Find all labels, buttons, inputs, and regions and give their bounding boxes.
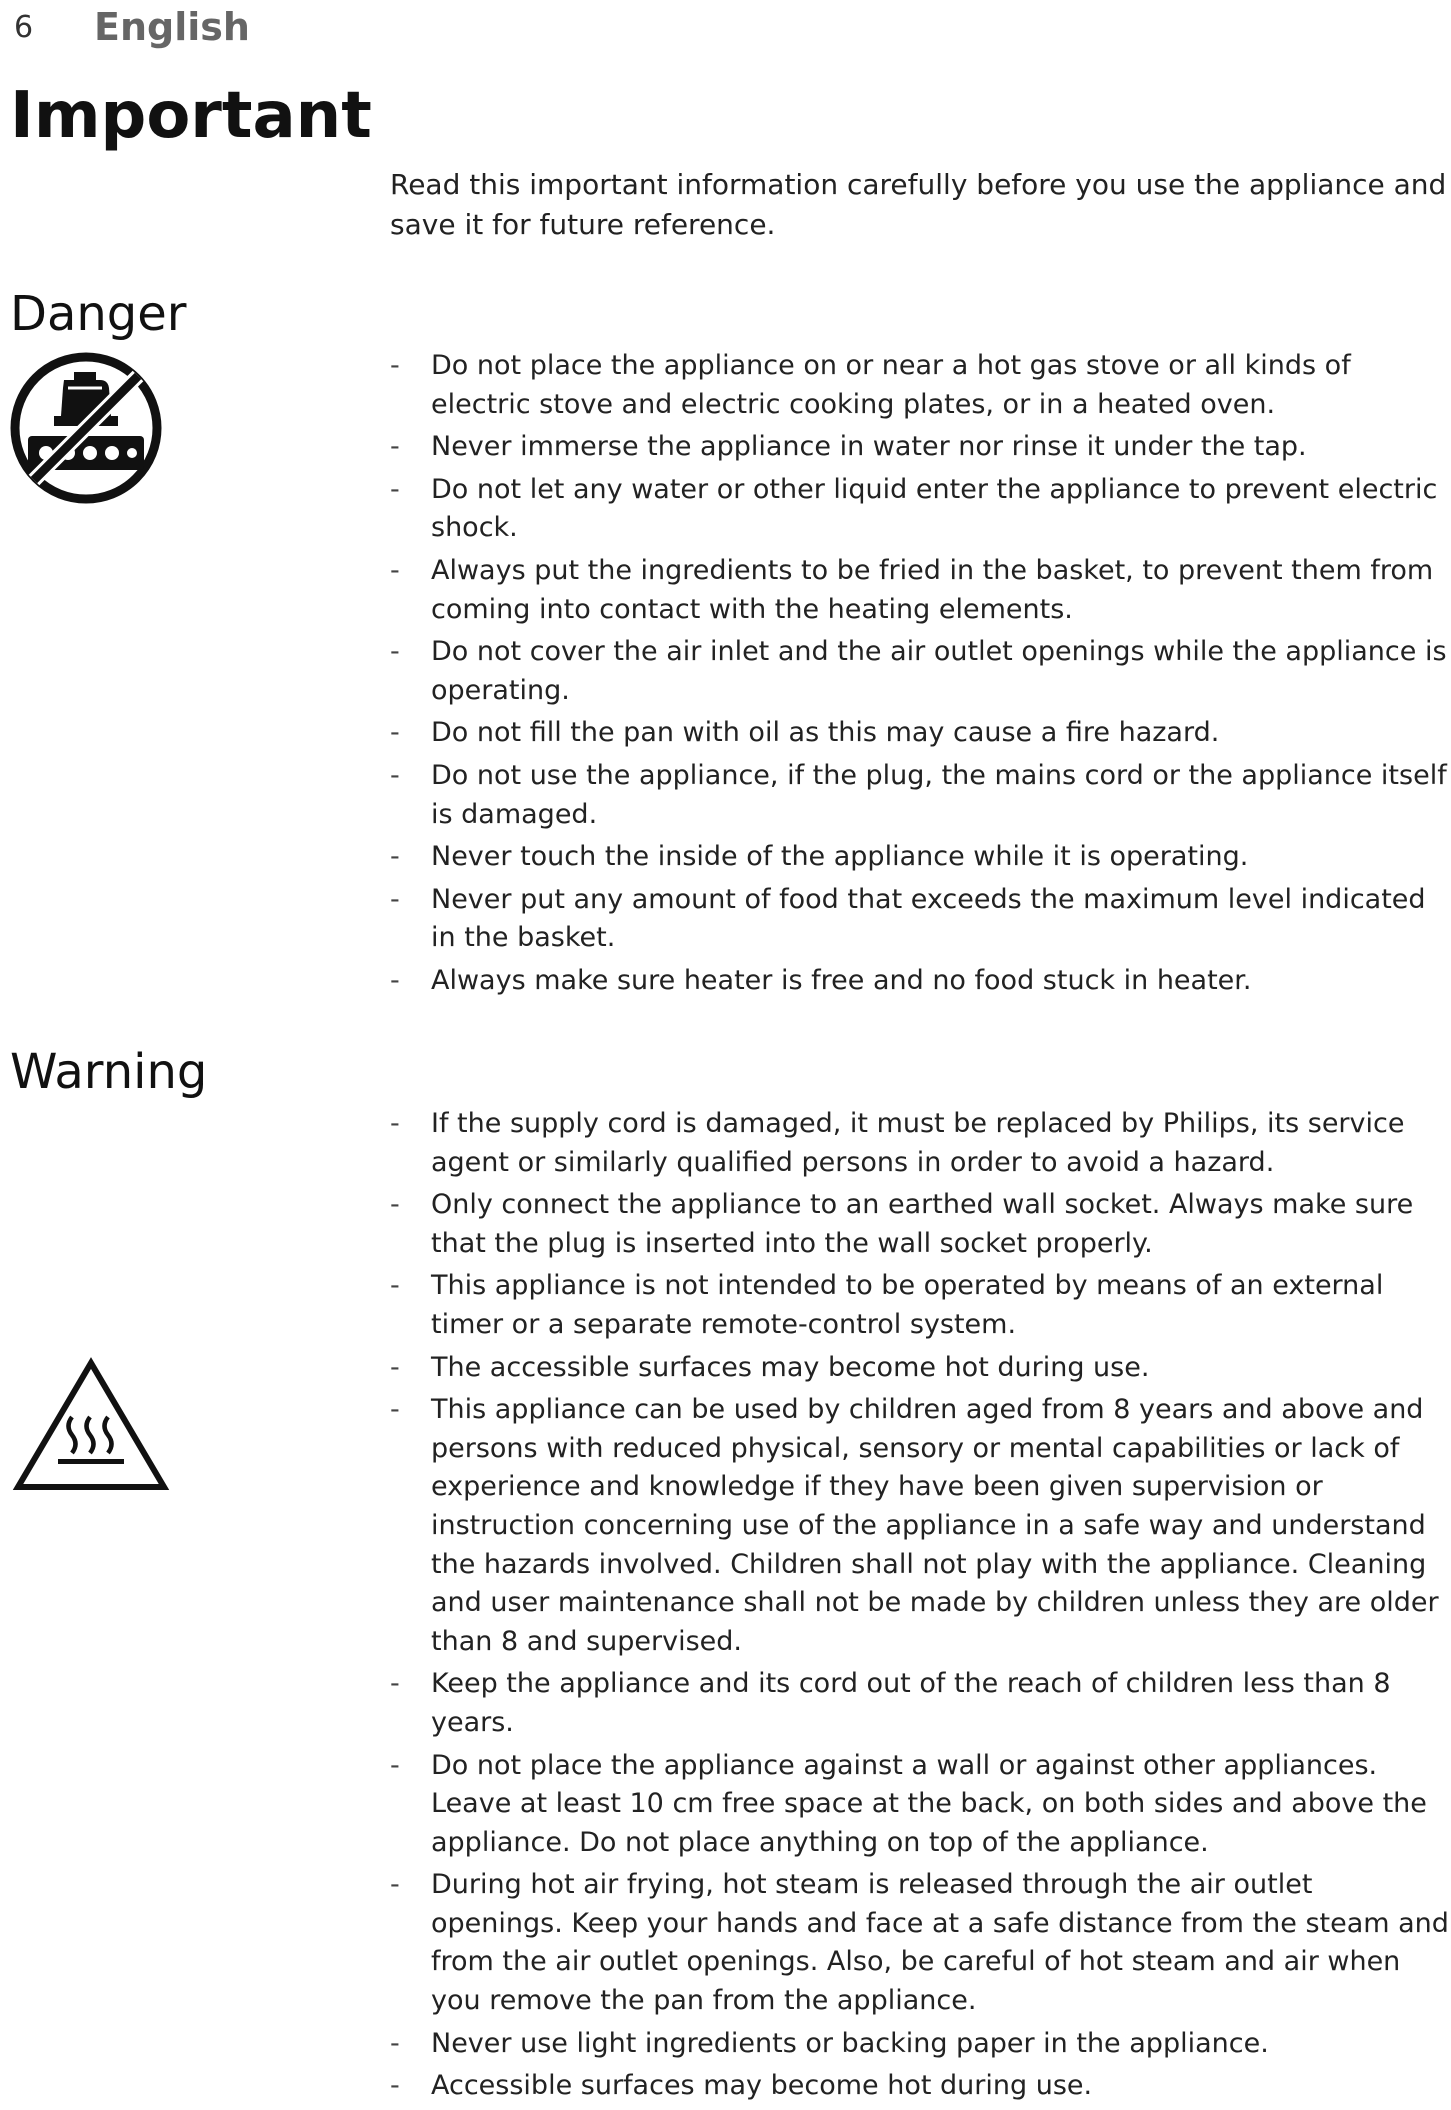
bullet-dash: - [390, 2070, 400, 2102]
danger-heading: Danger [10, 286, 187, 342]
list-item: - Never immerse the appliance in water nor rinse it under the tap. [390, 428, 1451, 467]
page-number: 6 [14, 9, 34, 45]
hot-surface-warning-icon [10, 1355, 172, 1495]
bullet-dash: - [390, 1668, 400, 1700]
bullet-dash: - [390, 1394, 400, 1426]
bullet-dash: - [390, 1749, 400, 1781]
bullet-dash: - [390, 964, 400, 996]
bullet-dash: - [390, 717, 400, 749]
page-header [14, 4, 250, 50]
list-item: - Never put any amount of food that exceeds the maximum level indicated in the basket. [390, 881, 1451, 958]
bullet-dash: - [390, 883, 400, 915]
danger-list [390, 347, 1451, 1005]
list-item: - Keep the appliance and its cord out of the reach of children less than 8 years. [390, 1665, 1451, 1742]
intro-text: Read this important information carefully before you use the appliance and save it for future reference. [390, 168, 1447, 241]
bullet-dash: - [390, 1189, 400, 1221]
list-item: - Do not fill the pan with oil as this may cause a fire hazard. [390, 714, 1451, 753]
bullet-dash: - [390, 1270, 400, 1302]
list-item: - Do not use the appliance, if the plug, the mains cord or the appliance itself is damaged. [390, 757, 1451, 834]
list-item: - The accessible surfaces may become hot during use. [390, 1349, 1451, 1388]
bullet-dash: - [390, 350, 400, 381]
bullet-dash: - [390, 636, 400, 668]
warning-list [390, 1105, 1451, 2110]
warning-heading: Warning [10, 1044, 208, 1100]
list-item: - Accessible surfaces may become hot during use. [390, 2067, 1451, 2106]
list-item: - If the supply cord is damaged, it must be replaced by Philips, its service agent or similarly qualified persons in order to avoid a hazard. [390, 1105, 1451, 1182]
bullet-dash: - [390, 1108, 400, 1139]
bullet-dash: - [390, 1869, 400, 1901]
language-label: English [94, 5, 250, 49]
list-item: - Do not place the appliance against a wall or against other appliances. Leave at least 10 cm free space at the back, on both sides and above the appliance. Do not place anything on top of the appliance. [390, 1747, 1451, 1863]
list-item: - Do not place the appliance on or near a hot gas stove or all kinds of electric stove and electric cooking plates, or in a heated oven. [390, 347, 1451, 424]
list-item: - This appliance can be used by children aged from 8 years and above and persons with reduced physical, sensory or mental capabilities or lack of experience and knowledge if they have been given supervision or instruction concerning use of the appliance in a safe way and understand the hazards involved. Children shall not play with the appliance. Cleaning and user maintenance shall not be made by children unless they are older than 8 and supervised. [390, 1391, 1451, 1661]
bullet-dash: - [390, 841, 400, 873]
bullet-dash: - [390, 1351, 400, 1383]
bullet-dash: - [390, 431, 400, 463]
bullet-dash: - [390, 473, 400, 505]
list-item: - Always put the ingredients to be fried in the basket, to prevent them from coming into contact with the heating elements. [390, 552, 1451, 629]
list-item: - Never touch the inside of the appliance while it is operating. [390, 838, 1451, 877]
page-title: Important [10, 79, 372, 153]
no-appliance-on-stove-icon [8, 350, 164, 506]
list-item: - Never use light ingredients or backing paper in the appliance. [390, 2025, 1451, 2064]
bullet-dash: - [390, 2027, 400, 2059]
list-item: - This appliance is not intended to be operated by means of an external timer or a separate remote-control system. [390, 1267, 1451, 1344]
list-item: - Do not let any water or other liquid enter the appliance to prevent electric shock. [390, 471, 1451, 548]
list-item: - Always make sure heater is free and no food stuck in heater. [390, 962, 1451, 1001]
bullet-dash: - [390, 554, 400, 586]
list-item: - During hot air frying, hot steam is released through the air outlet openings. Keep your hands and face at a safe distance from the steam and from the air outlet openings. Also, be careful of hot steam and air when you remove the pan from the appliance. [390, 1866, 1451, 2020]
list-item: - Do not cover the air inlet and the air outlet openings while the appliance is operating. [390, 633, 1451, 710]
list-item: - Only connect the appliance to an earthed wall socket. Always make sure that the plug is inserted into the wall socket properly. [390, 1186, 1451, 1263]
bullet-dash: - [390, 759, 400, 791]
